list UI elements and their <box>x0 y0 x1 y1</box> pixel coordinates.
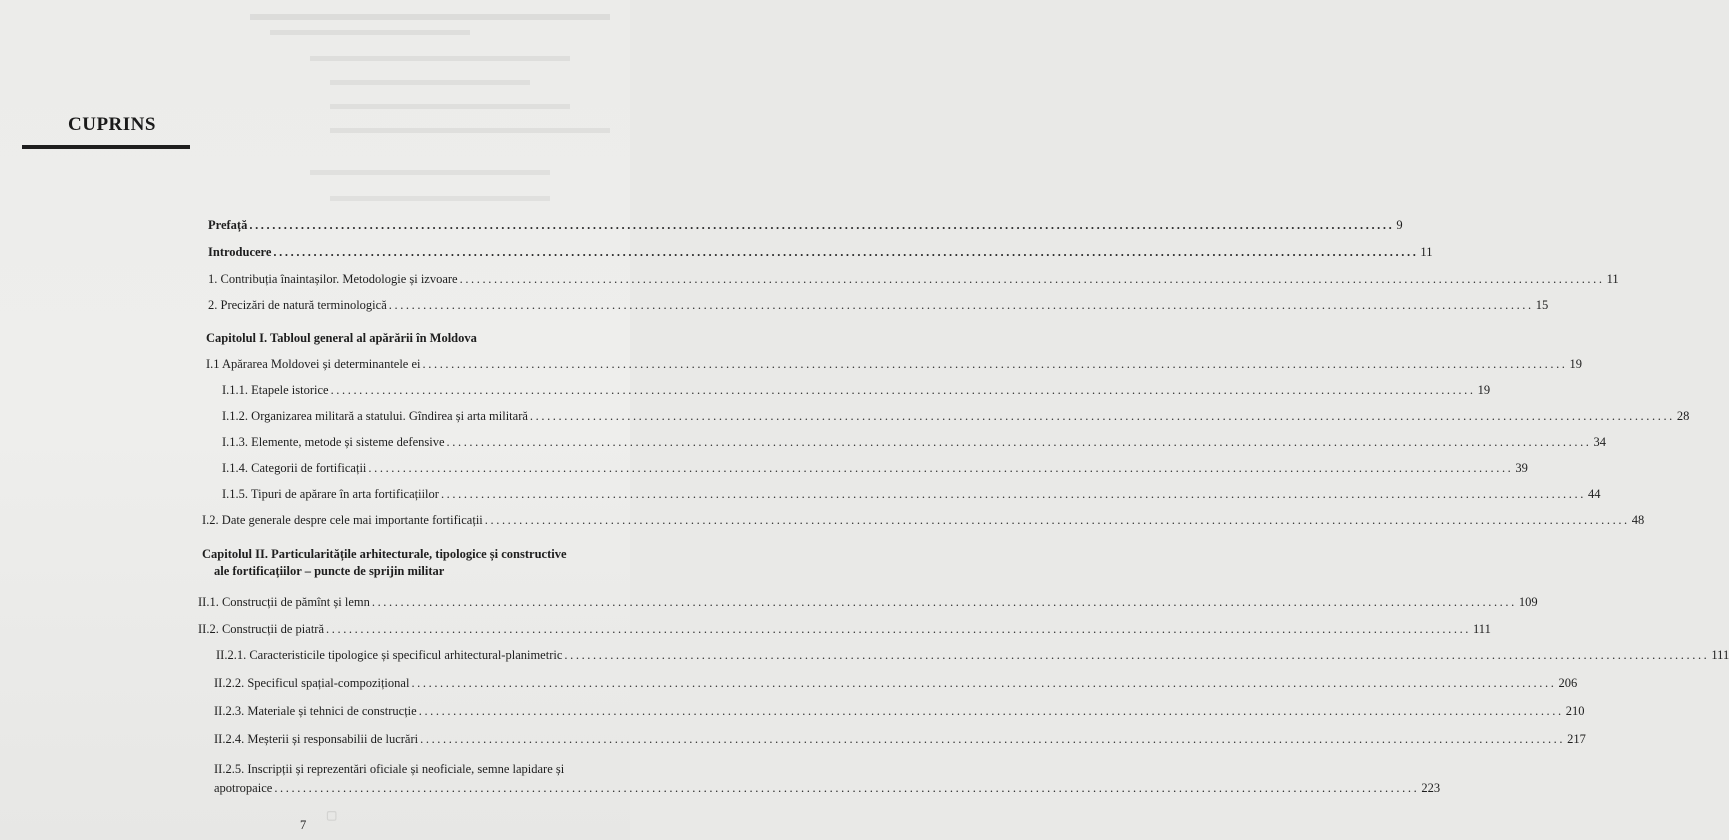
toc-entry <box>198 622 1491 637</box>
toc-entry-title: II.2.3. Materiale și tehnici de construcție <box>214 704 417 718</box>
chapter-heading-line2: ale fortificațiilor – puncte de sprijin militar <box>214 564 445 578</box>
leader-dots <box>530 409 1675 424</box>
leader-dots <box>447 435 1592 450</box>
toc-entry-title-cont <box>214 779 1421 798</box>
leader-dots <box>460 272 1605 287</box>
toc-entry-page: 111 <box>1711 648 1729 662</box>
toc-entry-title: II.2.4. Meșterii și responsabilii de lucrări <box>214 732 419 746</box>
toc-entry-page: 19 <box>1569 357 1583 371</box>
toc-entry <box>214 760 1441 798</box>
toc-entry-page: 48 <box>1631 513 1645 527</box>
toc-entry-page: 39 <box>1515 461 1528 475</box>
toc-entry-page: 44 <box>1587 487 1601 501</box>
toc-entry <box>222 487 1601 502</box>
toc-entry-title-line2: apotropaice <box>214 781 273 795</box>
toc-entry-title: 1. Contribuția înaintașilor. Metodologie și izvoare <box>208 272 458 286</box>
leader-dots <box>423 357 1568 372</box>
toc-entry <box>214 704 1585 719</box>
chapter-heading <box>202 546 567 580</box>
toc-entry <box>208 298 1549 313</box>
toc-entry <box>222 383 1491 398</box>
toc-entry-title: Prefață <box>208 218 248 232</box>
toc-entry <box>202 513 1645 528</box>
leader-dots <box>368 461 1513 476</box>
toc-entry-title: II.2.1. Caracteristicile tipologice și specificul arhitectural-planimetric <box>216 648 563 662</box>
toc-entry-title: I.2. Date generale despre cele mai importante fortificații <box>202 513 483 527</box>
leader-dots <box>273 245 1418 260</box>
leader-dots <box>564 648 1709 663</box>
toc-entry-title: I.1.4. Categorii de fortificații <box>222 461 367 475</box>
toc-entry-last-line <box>214 779 1441 798</box>
toc-entry <box>216 648 1729 663</box>
toc-entry-title: II.2.5. Inscripții și reprezentări oficiale și neoficiale, semne lapidare și <box>214 762 565 776</box>
toc-entry <box>214 732 1586 747</box>
leader-dots <box>485 513 1630 528</box>
show-through-text <box>250 0 630 215</box>
toc-entry-title: I.1.5. Tipuri de apărare în arta fortificațiilor <box>222 487 439 501</box>
page-title: CUPRINS <box>68 114 156 135</box>
toc-entry-title: II.2. Construcții de piatră <box>198 622 325 636</box>
toc-entry-title: I.1.2. Organizarea militară a statului. Gîndirea și arta militară <box>222 409 528 423</box>
toc-entry-page: 217 <box>1567 732 1586 746</box>
watermark-stamp: ▢ <box>326 808 338 822</box>
toc-entry-title: I.1.3. Elemente, metode și sisteme defensive <box>222 435 445 449</box>
toc-entry-title: II.2.2. Specificul spațial-compozițional <box>214 676 410 690</box>
leader-dots <box>249 218 1394 233</box>
toc-entry-title: I.1 Apărarea Moldovei și determinantele ei <box>206 357 421 371</box>
toc-entry <box>222 435 1607 450</box>
leader-dots <box>274 779 1419 798</box>
toc-entry-page: 223 <box>1421 781 1441 795</box>
toc-entry <box>208 245 1433 260</box>
toc-entry <box>222 409 1690 424</box>
page-number: 7 <box>300 818 307 832</box>
toc-entry-page: 34 <box>1593 435 1607 449</box>
toc-entry-page: 11 <box>1420 245 1433 259</box>
toc-entry-page: 109 <box>1518 595 1538 609</box>
toc-entry-page: 15 <box>1535 298 1549 312</box>
toc-entry <box>222 461 1528 476</box>
toc-entry-title: I.1.1. Etapele istorice <box>222 383 329 397</box>
leader-dots <box>411 676 1556 691</box>
chapter-heading-line1: Capitolul II. Particularitățile arhitecturale, tipologice și constructive <box>202 547 567 561</box>
toc-entry-title: II.1. Construcții de pămînt și lemn <box>198 595 370 609</box>
toc-entry-page: 210 <box>1565 704 1585 718</box>
toc-entry <box>206 357 1583 372</box>
toc-entry-page: 28 <box>1676 409 1690 423</box>
leader-dots <box>326 622 1471 637</box>
toc-entry-page: 206 <box>1558 676 1578 690</box>
leader-dots <box>331 383 1476 398</box>
leader-dots <box>419 704 1564 719</box>
toc-entry-page: 19 <box>1477 383 1491 397</box>
toc-entry-title: 2. Precizări de natură terminologică <box>208 298 387 312</box>
toc-entry <box>208 218 1403 233</box>
chapter-heading: Capitolul I. Tabloul general al apărării în Moldova <box>206 331 477 345</box>
title-underline <box>22 145 190 149</box>
toc-entry-title: Introducere <box>208 245 272 259</box>
toc-entry <box>198 595 1538 610</box>
leader-dots <box>441 487 1586 502</box>
leader-dots <box>372 595 1517 610</box>
leader-dots <box>389 298 1534 313</box>
toc-entry <box>214 676 1578 691</box>
toc-entry-page: 11 <box>1606 272 1619 286</box>
toc-entry <box>208 272 1619 287</box>
toc-entry-page: 9 <box>1396 218 1403 232</box>
toc-entry-page: 111 <box>1473 622 1491 636</box>
leader-dots <box>420 732 1565 747</box>
